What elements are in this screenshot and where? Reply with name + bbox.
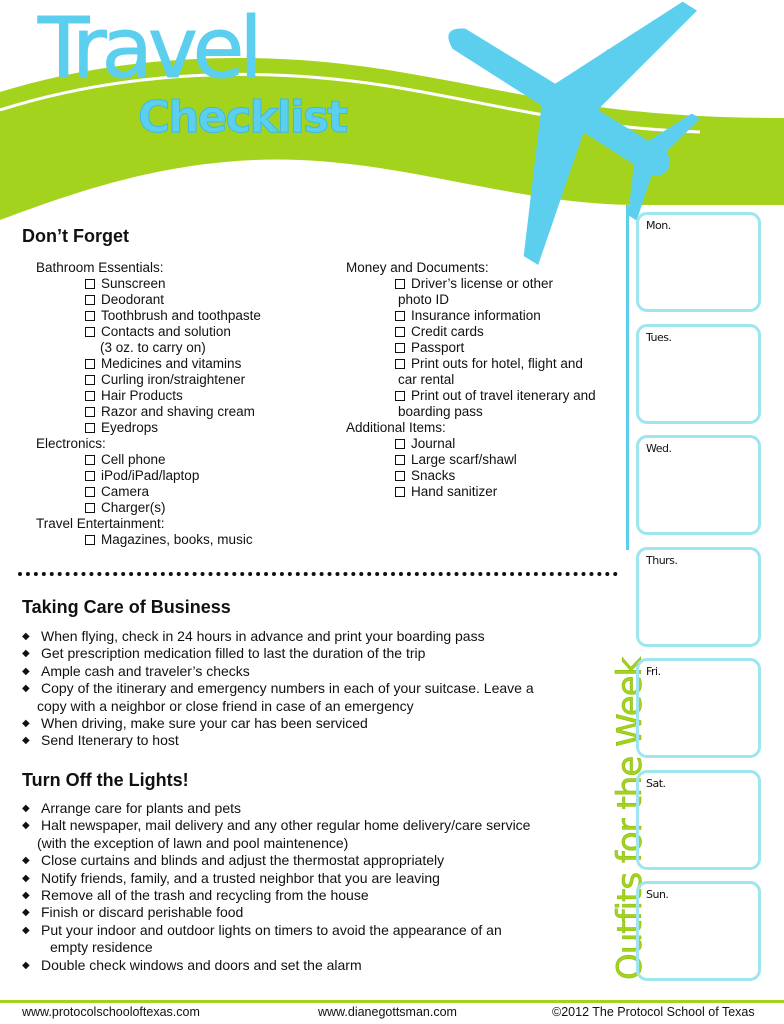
checklist-item [346,388,616,404]
bullet-text: Halt newspaper, mail delivery and any other regular home delivery/care service [41,817,531,834]
diamond-bullet-icon: ◆ [22,890,30,902]
checklist-left-column [36,260,326,548]
bullet-text: When driving, make sure your car has been serviced [41,715,368,732]
checklist-item-label: Curling iron/straightener [101,372,246,387]
day-label: Sat. [646,776,666,790]
checkbox-icon[interactable] [85,503,95,513]
diamond-bullet-icon: ◆ [22,648,30,660]
bullet-text: Arrange care for plants and pets [41,800,242,816]
checkbox-icon[interactable] [395,311,405,321]
bullet-item [22,904,612,921]
checklist-category [36,260,326,276]
title-checklist: Checklist [138,92,347,143]
checkbox-icon[interactable] [395,471,405,481]
business-bullet-list [22,628,612,750]
footer-copyright: ©2012 The Protocol School of Texas [552,1005,755,1019]
checklist-category [346,260,616,276]
bullet-text: Notify friends, family, and a trusted neighbor that you are leaving [41,869,440,886]
checklist-item-label: (3 oz. to carry on) [100,340,206,355]
checklist-item-label: Hand sanitizer [411,484,498,499]
checkbox-icon[interactable] [395,343,405,353]
lights-bullet-list [22,800,612,974]
checkbox-icon[interactable] [85,311,95,321]
checklist-item-label: Eyedrops [101,420,159,435]
diamond-bullet-icon: ◆ [22,907,30,919]
checklist-category [36,436,326,452]
bullet-item [22,698,612,715]
checklist-item-label: Charger(s) [101,500,166,515]
checklist-item [346,484,616,500]
bullet-item [22,817,612,834]
bullet-text: When flying, check in 24 hours in advance and print your boarding pass [41,628,485,644]
checkbox-icon[interactable] [85,327,95,337]
checkbox-icon[interactable] [395,327,405,337]
checkbox-icon[interactable] [85,423,95,433]
day-label: Fri. [646,665,661,678]
category-label: Electronics: [36,436,106,451]
checklist-category [36,516,326,532]
outfit-day-box[interactable] [636,324,761,424]
bullet-text: Close curtains and blinds and adjust the thermostat appropriately [41,852,445,869]
bullet-text: Put your indoor and outdoor lights on timers to avoid the appearance of an [41,921,502,938]
bullet-item [22,680,612,697]
checklist-item [346,452,616,468]
checklist-item-label: Toothbrush and toothpaste [101,308,261,323]
outfits-vertical-line [626,205,629,550]
checklist-item-label: Contacts and solution [101,324,231,339]
checklist-item [346,436,616,452]
diamond-bullet-icon: ◆ [22,631,30,642]
diamond-bullet-icon: ◆ [22,718,30,730]
bullet-text: copy with a neighbor or close friend in case of an emergency [37,697,414,714]
checkbox-icon[interactable] [85,375,95,385]
footer-center-url[interactable]: www.dianegottsman.com [318,1005,457,1019]
checklist-item-label: Hair Products [101,388,183,403]
checklist-item-label: car rental [398,372,455,387]
checkbox-icon[interactable] [85,471,95,481]
bullet-item [22,715,612,732]
bullet-item [22,835,612,852]
checkbox-icon[interactable] [85,295,95,305]
checkbox-icon[interactable] [85,535,95,545]
diamond-bullet-icon: ◆ [22,803,30,814]
bullet-item [22,645,612,662]
day-label: Sun. [646,888,669,901]
bullet-item [22,870,612,887]
diamond-bullet-icon: ◆ [22,872,30,884]
checkbox-icon[interactable] [395,439,405,449]
checklist-item-label: Magazines, books, music [101,532,253,547]
day-label: Mon. [646,219,671,232]
checklist-item [36,388,326,404]
bullet-item [22,628,612,645]
bullet-text: Get prescription medication filled to last the duration of the trip [41,645,426,662]
checklist-item [36,532,326,548]
checklist-item-label: Passport [411,340,465,355]
diamond-bullet-icon: ◆ [22,665,30,677]
outfit-day-box[interactable] [636,770,761,870]
diamond-bullet-icon: ◆ [22,735,30,747]
outfit-day-box[interactable] [636,881,761,981]
category-label: Money and Documents: [346,260,489,275]
bullet-text: Remove all of the trash and recycling from the house [41,887,369,904]
checklist-item [346,340,616,356]
checkbox-icon[interactable] [85,487,95,497]
checklist-item [346,356,616,372]
outfits-title: Outfits for the Week [610,657,650,980]
checklist-item-label: Cell phone [101,452,166,467]
bullet-text: empty residence [50,939,153,956]
category-label: Bathroom Essentials: [36,260,164,275]
bullet-item [22,732,612,749]
checklist-item [346,324,616,340]
outfit-day-box[interactable] [636,547,761,647]
checklist-item-label: Medicines and vitamins [101,356,242,371]
outfit-day-box[interactable] [636,212,761,312]
dont-forget-heading: Don’t Forget [22,226,129,246]
checklist-item-label: Print outs for hotel, flight and [411,356,583,371]
dotted-divider [18,572,618,576]
checklist-item-continuation [346,292,616,308]
diamond-bullet-icon: ◆ [22,683,30,695]
checklist-item [36,276,326,292]
checklist-item-continuation [346,404,616,420]
checkbox-icon[interactable] [395,487,405,497]
checklist-item-label: photo ID [398,292,450,307]
checklist-item [36,420,326,436]
bullet-item [22,957,612,974]
checkbox-icon[interactable] [395,391,405,401]
bullet-text: Double check windows and doors and set the alarm [41,956,362,973]
day-label: Tues. [646,330,672,344]
outfit-day-box[interactable] [636,435,761,535]
checkbox-icon[interactable] [85,279,95,289]
checkbox-icon[interactable] [395,455,405,465]
checklist-item [36,292,326,308]
category-label: Additional Items: [346,420,446,435]
bullet-item [22,852,612,869]
checkbox-icon[interactable] [85,359,95,369]
checklist-item [36,324,326,340]
checklist-item [346,276,616,292]
checklist-item [36,356,326,372]
checklist-item-label: Razor and shaving cream [101,404,255,419]
checklist-item-label: Deodorant [101,292,165,307]
checklist-item [36,468,326,484]
bullet-item [22,663,612,680]
checkbox-icon[interactable] [395,279,405,289]
checklist-item-label: Large scarf/shawl [411,452,517,467]
day-label: Thurs. [646,553,678,567]
category-label: Travel Entertainment: [36,516,165,531]
diamond-bullet-icon: ◆ [22,959,30,971]
checklist-item-label: boarding pass [398,404,483,419]
checklist-item-label: Print out of travel itenerary and [411,388,596,403]
checklist-item-label: Snacks [411,468,456,483]
bullet-text: Finish or discard perishable food [41,904,244,921]
checklist-item-label: Credit cards [411,324,484,339]
bullet-item [22,939,612,956]
checklist-item-label: Sunscreen [101,276,166,291]
bullet-text: Ample cash and traveler’s checks [41,662,250,679]
bottom-green-bar [0,1000,784,1003]
business-heading: Taking Care of Business [22,597,231,617]
checklist-item [346,468,616,484]
diamond-bullet-icon: ◆ [22,855,30,867]
diamond-bullet-icon: ◆ [22,924,30,936]
title-travel: Travel [38,0,258,97]
checkbox-icon[interactable] [85,391,95,401]
checkbox-icon[interactable] [85,407,95,417]
checklist-item [36,484,326,500]
checklist-item-continuation [346,372,616,388]
bullet-text: Send Itenerary to host [41,732,179,749]
bullet-text: (with the exception of lawn and pool maintenence) [37,834,349,851]
checklist-item [36,308,326,324]
checklist-item [36,404,326,420]
checklist-item [36,500,326,516]
checkbox-icon[interactable] [85,455,95,465]
outfit-day-box[interactable] [636,658,761,758]
footer-left-url[interactable]: www.protocolschooloftexas.com [22,1005,200,1019]
bullet-item [22,922,612,939]
checklist-item-label: iPod/iPad/laptop [101,468,200,483]
checklist-item-label: Camera [101,484,150,499]
checklist-item-label: Journal [411,436,456,451]
checklist-item [346,308,616,324]
checklist-item-label: Insurance information [411,308,541,323]
checklist-right-column [346,260,616,500]
checklist-item-continuation [36,340,326,356]
checklist-item [36,372,326,388]
bullet-text: Copy of the itinerary and emergency numbers in each of your suitcase. Leave a [41,680,534,697]
checklist-category [346,420,616,436]
checklist-item-label: Driver’s license or other [411,276,554,291]
bullet-item [22,887,612,904]
checkbox-icon[interactable] [395,359,405,369]
diamond-bullet-icon: ◆ [22,820,30,832]
checklist-item [36,452,326,468]
lights-heading: Turn Off the Lights! [22,770,189,790]
bullet-item [22,800,612,817]
day-label: Wed. [646,442,672,455]
